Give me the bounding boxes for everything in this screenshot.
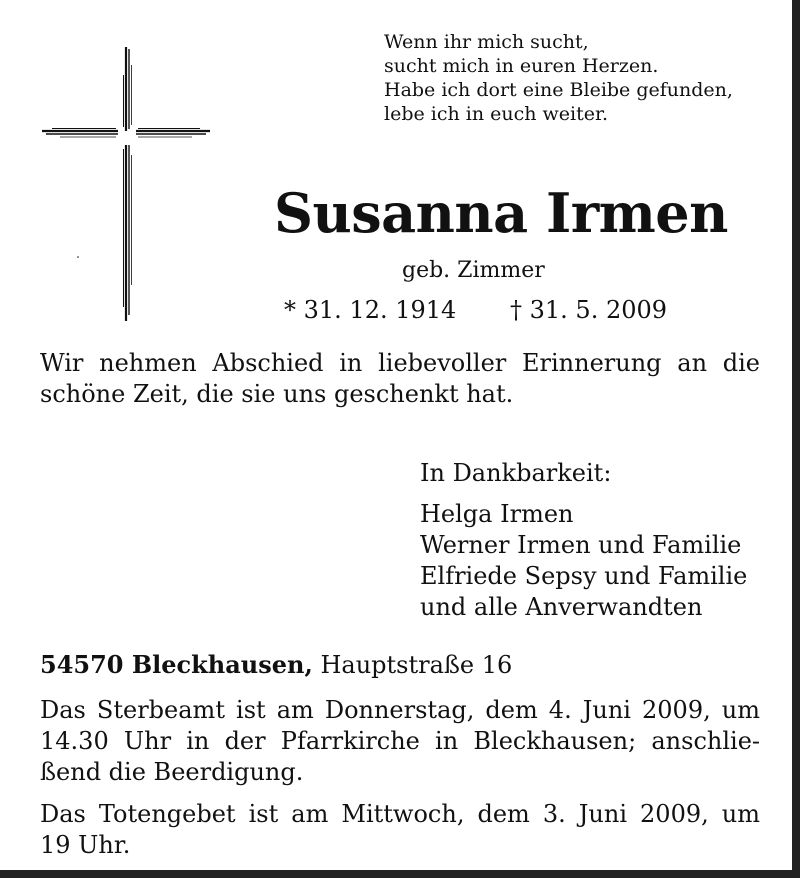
address-place: 54570 Bleckhausen, <box>40 650 313 679</box>
mourners-heading: In Dankbarkeit: <box>420 459 612 487</box>
memorial-poem <box>384 30 733 126</box>
farewell-text: Wir nehmen Abschied in liebevoller Erinnerung an die schöne Zeit, die sie uns geschenkt hat. <box>40 349 760 408</box>
poem-line: Habe ich dort eine Bleibe gefunden, <box>384 79 733 101</box>
mourner-name: Elfriede Sepsy und Familie <box>420 562 748 590</box>
mourners-block <box>420 458 747 623</box>
poem-line: lebe ich in euch weiter. <box>384 103 609 125</box>
death-date: † 31. 5. 2009 <box>510 296 668 324</box>
service-line: Das Totengebet ist am Mittwoch, dem 3. Juni 2009, um <box>40 800 760 828</box>
mourner-name: und alle Anverwandten <box>420 593 703 621</box>
address-street: Hauptstraße 16 <box>320 651 513 679</box>
funeral-service-info <box>40 695 760 788</box>
mourner-name: Helga Irmen <box>420 500 574 528</box>
birth-date: * 31. 12. 1914 <box>284 296 457 324</box>
mourner-name: Werner Irmen und Familie <box>420 531 742 559</box>
service-line: 14.30 Uhr in der Pfarrkirche in Bleckhausen; anschlie- <box>40 727 760 755</box>
poem-line: sucht mich in euren Herzen. <box>384 55 659 77</box>
deceased-name: Susanna Irmen <box>274 181 728 245</box>
poem-line: Wenn ihr mich sucht, <box>384 31 589 53</box>
maiden-name: geb. Zimmer <box>402 258 545 283</box>
family-address <box>40 649 512 681</box>
service-line: 19 Uhr. <box>40 831 131 859</box>
service-line: ßend die Beerdigung. <box>40 758 304 786</box>
prayer-service-info <box>40 799 760 861</box>
cross-icon <box>40 45 212 323</box>
service-line: Das Sterbeamt ist am Donnerstag, dem 4. Juni 2009, um <box>40 696 760 724</box>
